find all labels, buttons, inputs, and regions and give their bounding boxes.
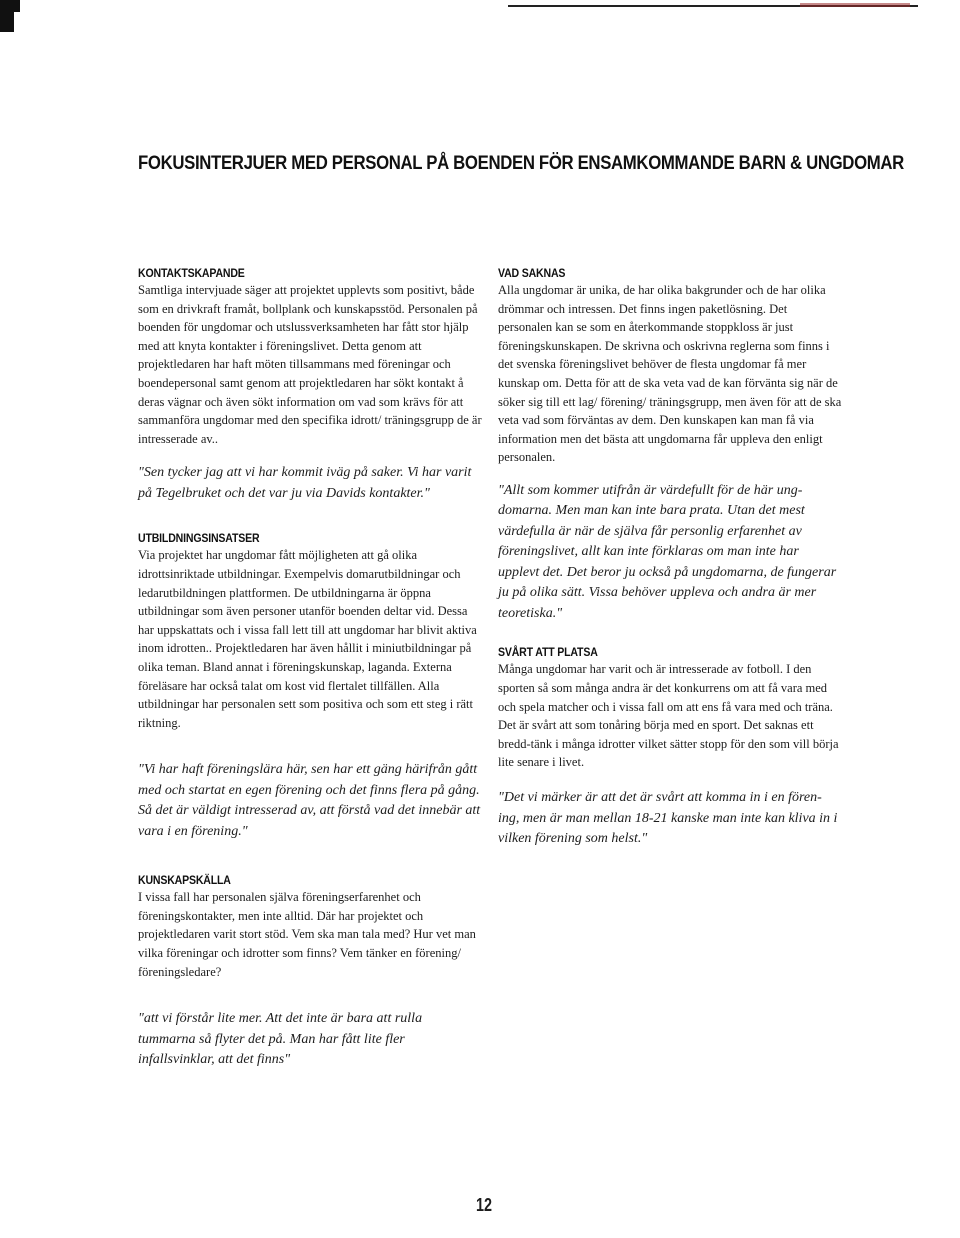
body-utbildningsinsatser: Via projektet har ungdomar fått möjligheten att gå olika idrottsinriktade utbildningar. Exempelvis domarutbildningar och ledarutbildningen plattformen. De utbildningarna är öppna utbildningar som även personer utanför boenden deltar vid. Dessa har uppskattats och i vissa fall lett till att ungdomar har blivit aktiva inom idrotten.. Projektledaren har även hållit i miniutbildningar på olika teman. Bland annat i föreningskunskap, laganda. Externa föreläsare har också talat om kost vid flertalet tillfällen. Alla utbildningar har personalen sett som positiva och som ett steg i rätt riktning.: [138, 548, 477, 730]
body-vad-saknas: Alla ungdomar är unika, de har olika bakgrunder och de har olika drömmar och intressen. Det finns ingen paketlösning. Det personalen kan se som en återkommande stoppkloss är just föreningskunskapen. De skrivna och oskrivna reglerna som finns i det svenska föreningslivet behöver de flesta ungdomar få mer kunskap om. Detta för att de ska veta vad de kan förvänta sig när de söker sig till ett lag/ förening/ träningsgrupp, men även för att de ska veta vad som förväntas av dem. Den kunskapen kan man få via information men det bästa att ungdomarna får uppleva den enligt personalen.: [498, 283, 842, 465]
body-kunskapskalla: I vissa fall har personalen själva föreningserfarenhet och föreningskontakter, men inte alltid. Där har projektet och projektledaren varit stort stöd. Vem ska man tala med? Hur vet man vilka föreningar och idrotter som finns? Vem tänker en förening/ föreningsledare?: [138, 890, 476, 979]
quote-infallsvinklar: "att vi förstår lite mer. Att det inte är bara att rulla tummarna så flyter det på. Man har fått lite fler infallsvinklar, att det finns": [138, 1011, 423, 1068]
quote-tegelbruket: "Sen tycker jag att vi har kommit iväg på saker. Vi har varit på Tegelbruket och det var ju via Davids kontakter.": [138, 465, 472, 501]
section-kunskapskalla: [138, 872, 483, 981]
page-number: 12: [476, 1195, 493, 1215]
heading-utbildningsinsatser: UTBILDNINGSINSATSER: [138, 531, 260, 546]
top-rule-accent: [800, 3, 910, 7]
right-column: [498, 265, 843, 850]
page-title: FOKUSINTERJUER MED PERSONAL PÅ BOENDEN FÖR ENSAMKOMMANDE BARN & UNGDOMAR: [138, 152, 904, 174]
section-svart-att-platsa: [498, 644, 843, 772]
section-kontaktskapande: [138, 265, 483, 448]
heading-kontaktskapande: KONTAKTSKAPANDE: [138, 266, 245, 280]
section-vad-saknas: [498, 265, 843, 467]
crop-mark: [0, 0, 14, 32]
body-kontaktskapande: Samtliga intervjuade säger att projektet upplevts som positivt, både som en drivkraft framåt, bollplank och kunskapsstöd. Personalen på boenden för ungdomar och utslussverksamheten har fått stor hjälp med att knyta kontakter i föreningslivet. Detta genom att projektledaren har haft möten tillsammans med föreningar och boendepersonal samt genom att projektledaren har sökt kontakt å deras vägnar och även sökt information om vad som krävs för att sammanföra ungdomar med den specifika idrott/ träningsgrupp de är intresserade av..: [138, 283, 482, 446]
heading-kunskapskalla: KUNSKAPSKÄLLA: [138, 873, 231, 888]
quote-svart-komma-in: "Det vi märker är att det är svårt att komma in i en fören- ing, men är man mellan 18-21 kanske man inte kan kliva in i vilken förening som helst.": [498, 790, 838, 846]
body-svart-att-platsa: Många ungdomar har varit och är intresserade av fotboll. I den sporten så som många andra är det konkurrens om att få vara med och spela matcher och i vissa fall om att ens få vara med och träna. Det är svårt att som tonåring börja med en sport. Det saknas ett bredd-tänk i många idrotter vilket sätter stopp för den som vill börja lite senare i livet.: [498, 662, 839, 770]
heading-vad-saknas: VAD SAKNAS: [498, 266, 566, 280]
heading-svart-att-platsa: SVÅRT ATT PLATSA: [498, 645, 598, 660]
quote-vardefullt: "Allt som kommer utifrån är värdefullt för de här ung- domarna. Men man kan inte bara prata. Utan det mest värdefulla är när de själva får personlig erfarenhet av föreningslivet, allt kan inte förklaras om man inte har upplevt det. Det beror ju också på ungdomarna, de fungerar ju på olika sätt. Vissa behöver uppleva och andra är mer teoretiska.": [498, 482, 837, 621]
left-column: [138, 265, 483, 1071]
quote-foreningslara: "Vi har haft föreningslära här, sen har ett gäng härifrån gått med och startat en egen förening och det finns flera på gång. Så det är väldigt intresserad av, att förstå vad det innebär att vara i en förening.": [138, 762, 481, 839]
section-utbildningsinsatser: [138, 530, 483, 732]
